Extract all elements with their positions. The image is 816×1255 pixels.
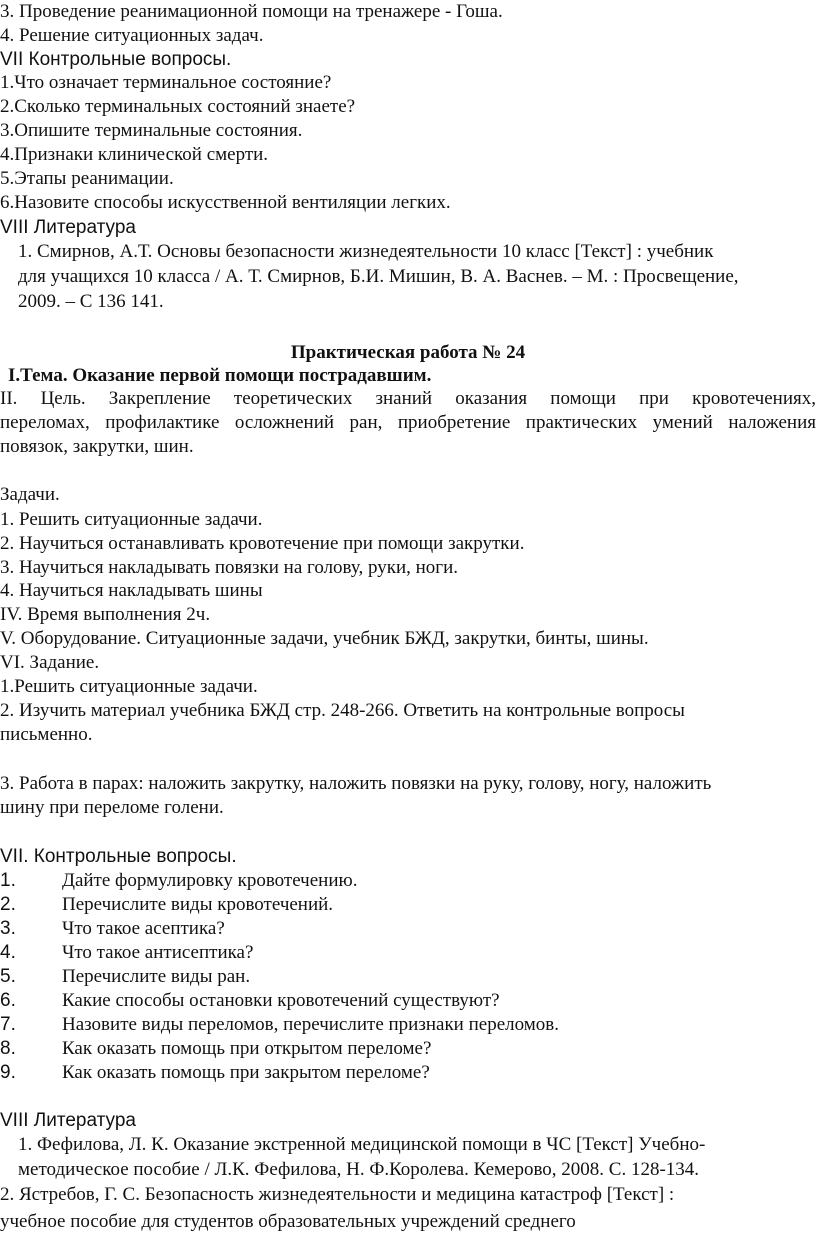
list-text: Что такое антисептика? bbox=[62, 942, 254, 963]
list-text: Какие способы остановки кровотечений существуют? bbox=[62, 990, 500, 1011]
work-goal-line: повязок, закрутки, шин. bbox=[0, 436, 194, 457]
list-item bbox=[0, 989, 816, 1013]
list-number: 2. bbox=[0, 894, 16, 915]
question-item: 6.Назовите способы искусственной вентиляции легких. bbox=[0, 192, 451, 213]
list-item bbox=[0, 1013, 816, 1037]
work-goal-line: переломах, профилактике осложнений ран, приобретение практических умений наложения bbox=[0, 412, 816, 433]
list-item bbox=[0, 941, 816, 965]
work-theme: I.Тема. Оказание первой помощи пострадавшим. bbox=[8, 365, 432, 386]
task-item: 2. Научиться останавливать кровотечение при помощи закрутки. bbox=[0, 533, 525, 554]
list-number: 5. bbox=[0, 966, 16, 987]
literature-entry-line: для учащихся 10 класса / А. Т. Смирнов, Б.И. Мишин, В. А. Васнев. – М. : Просвещение, bbox=[18, 266, 739, 287]
literature-heading: VIII Литература bbox=[0, 217, 136, 238]
equipment-info: V. Оборудование. Ситуационные задачи, учебник БЖД, закрутки, бинты, шины. bbox=[0, 628, 649, 649]
assignment-item: 1.Решить ситуационные задачи. bbox=[0, 676, 258, 697]
list-text: Дайте формулировку кровотечению. bbox=[62, 870, 358, 891]
list-number: 1. bbox=[0, 870, 16, 891]
practical-work-title: Практическая работа № 24 bbox=[290, 342, 526, 363]
literature-entry-line: методическое пособие / Л.К. Фефилова, Н. Ф.Королева. Кемерово, 2008. С. 128-134. bbox=[18, 1159, 700, 1180]
question-item: 3.Опишите терминальные состояния. bbox=[0, 120, 303, 141]
list-text: Что такое асептика? bbox=[62, 918, 225, 939]
assignment-item: письменно. bbox=[0, 724, 93, 745]
literature-entry-line: 1. Фефилова, Л. К. Оказание экстренной медицинской помощи в ЧС [Текст] Учебно- bbox=[18, 1134, 706, 1155]
practice-item-3: 3. Проведение реанимационной помощи на тренажере - Гоша. bbox=[0, 1, 503, 22]
control-questions-heading: VII Контрольные вопросы. bbox=[0, 49, 232, 70]
literature-entry-line: учебное пособие для студентов образовательных учреждений среднего bbox=[0, 1211, 576, 1232]
list-text: Перечислите виды кровотечений. bbox=[62, 894, 334, 915]
work-goal-line: II. Цель. Закрепление теоретических знаний оказания помощи при кровотечениях, bbox=[0, 388, 816, 409]
list-number: 7. bbox=[0, 1014, 16, 1035]
assignment-heading: VI. Задание. bbox=[0, 652, 100, 673]
literature-entry-line: 2. Ястребов, Г. С. Безопасность жизнедеятельности и медицина катастроф [Текст] : bbox=[0, 1184, 675, 1205]
list-number: 3. bbox=[0, 918, 16, 939]
control-questions-heading: VII. Контрольные вопросы. bbox=[0, 846, 237, 867]
tasks-heading: Задачи. bbox=[0, 484, 60, 505]
list-item bbox=[0, 965, 816, 989]
list-number: 4. bbox=[0, 942, 16, 963]
assignment-item: 2. Изучить материал учебника БЖД стр. 248-266. Ответить на контрольные вопросы bbox=[0, 700, 685, 721]
task-item: 3. Научиться накладывать повязки на голову, руки, ноги. bbox=[0, 557, 458, 578]
time-info: IV. Время выполнения 2ч. bbox=[0, 604, 211, 625]
question-item: 1.Что означает терминальное состояние? bbox=[0, 72, 332, 93]
list-text: Назовите виды переломов, перечислите признаки переломов. bbox=[62, 1014, 559, 1035]
practice-item-4: 4. Решение ситуационных задач. bbox=[0, 25, 264, 46]
list-text: Перечислите виды ран. bbox=[62, 966, 251, 987]
assignment-item: шину при переломе голени. bbox=[0, 797, 224, 818]
literature-heading: VIII Литература bbox=[0, 1110, 136, 1131]
list-text: Как оказать помощь при открытом переломе? bbox=[62, 1038, 432, 1059]
list-number: 6. bbox=[0, 990, 16, 1011]
list-item bbox=[0, 1037, 816, 1061]
assignment-item: 3. Работа в парах: наложить закрутку, наложить повязки на руку, голову, ногу, наложить bbox=[0, 773, 712, 794]
task-item: 4. Научиться накладывать шины bbox=[0, 580, 263, 601]
literature-entry-line: 1. Смирнов, А.Т. Основы безопасности жизнедеятельности 10 класс [Текст] : учебник bbox=[18, 241, 714, 262]
list-item bbox=[0, 869, 816, 893]
question-item: 2.Сколько терминальных состояний знаете? bbox=[0, 96, 356, 117]
list-number: 9. bbox=[0, 1062, 16, 1083]
question-item: 5.Этапы реанимации. bbox=[0, 168, 174, 189]
task-item: 1. Решить ситуационные задачи. bbox=[0, 509, 263, 530]
list-item bbox=[0, 893, 816, 917]
list-text: Как оказать помощь при закрытом переломе? bbox=[62, 1062, 430, 1083]
list-item bbox=[0, 1061, 816, 1085]
literature-entry-line: 2009. – С 136 141. bbox=[18, 291, 164, 312]
list-number: 8. bbox=[0, 1038, 16, 1059]
list-item bbox=[0, 917, 816, 941]
question-item: 4.Признаки клинической смерти. bbox=[0, 144, 269, 165]
